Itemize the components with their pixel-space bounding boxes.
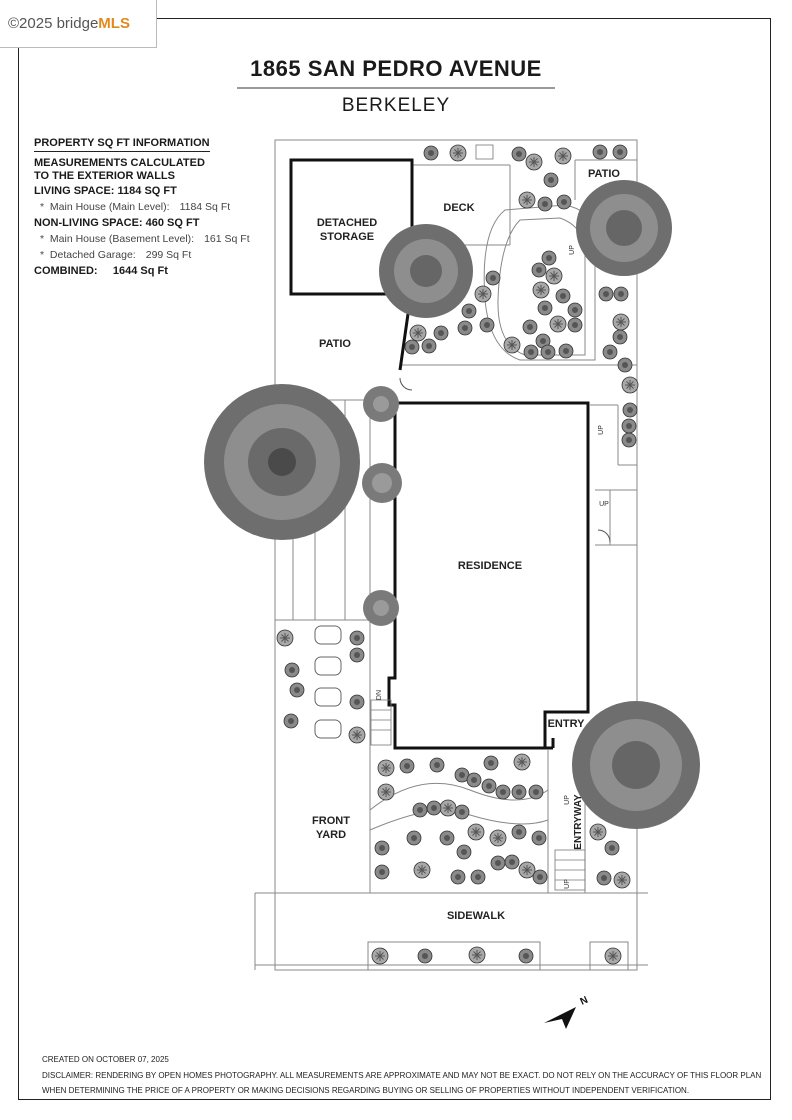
tree-storage: [379, 224, 473, 318]
combined-label: COMBINED:: [34, 265, 98, 277]
property-city: BERKELEY: [341, 95, 451, 116]
watermark-copyright: ©2025 bridge: [8, 15, 99, 32]
property-address-title: 1865 SAN PEDRO AVENUE: [250, 56, 542, 81]
footer: [42, 1052, 762, 1098]
non-living-space-total: NON-LIVING SPACE: 460 SQ FT: [34, 217, 200, 229]
north-label: N: [578, 994, 590, 1008]
non-living-item-label: Detached Garage:: [49, 249, 136, 261]
up-label: UP: [564, 795, 571, 805]
front-yard-label: FRONT: [312, 815, 350, 827]
non-living-item-value: 299 Sq Ft: [145, 249, 192, 261]
disclaimer-line1: DISCLAIMER: RENDERING BY OPEN HOMES PHOTOGRAPHY. ALL MEASUREMENTS ARE APPROXIMATE AND MAY NOT BE EXACT. DO NOT RELY ON THE ACCURACY OF THIS FLOOR PLAN: [42, 1071, 762, 1080]
measurement-note-line1: MEASUREMENTS CALCULATED: [34, 157, 205, 169]
measurement-note-line2: TO THE EXTERIOR WALLS: [34, 170, 175, 182]
non-living-item-value: 161 Sq Ft: [204, 233, 250, 245]
deck-label: DECK: [443, 202, 475, 214]
watermark-brand: MLS: [98, 15, 130, 32]
living-space-total: LIVING SPACE: 1184 SQ FT: [34, 185, 177, 197]
patio-left-label: PATIO: [319, 338, 351, 350]
up-label: UP: [564, 879, 571, 889]
tree-small-side: [362, 463, 402, 503]
detached-storage-label-line2: STORAGE: [319, 231, 375, 243]
front-yard-label-line2: YARD: [315, 829, 347, 841]
non-living-item: * Detached Garage: 299 Sq Ft: [40, 249, 192, 261]
stepping-stones: [315, 626, 341, 738]
sidewalk-label: SIDEWALK: [446, 910, 506, 922]
sqft-info-heading: PROPERTY SQ FT INFORMATION: [34, 137, 210, 152]
tree-small-lower: [363, 590, 399, 626]
residence-label: RESIDENCE: [457, 560, 523, 572]
dn-label: DN: [376, 689, 383, 701]
non-living-item-label: Main House (Basement Level):: [49, 233, 195, 245]
living-item-value: 1184 Sq Ft: [179, 201, 231, 213]
up-label: UP: [598, 425, 605, 435]
entry-label: ENTRY: [547, 718, 585, 730]
living-item-label: Main House (Main Level):: [49, 201, 170, 213]
tree-left: [204, 384, 360, 540]
up-label: UP: [569, 245, 576, 255]
created-date: CREATED ON OCTOBER 07, 2025: [42, 1055, 169, 1064]
residence-outline: [389, 403, 588, 748]
tree-top-right: [576, 180, 672, 276]
large-trees: [204, 180, 700, 829]
living-item: * Main House (Main Level): 1184 Sq Ft: [40, 201, 231, 213]
patio-top-label: PATIO: [588, 168, 620, 180]
tree-small-corner: [363, 386, 399, 422]
disclaimer-line2: WHEN DETERMINING THE PRICE OF A PROPERTY OR MAKING DECISIONS REGARDING BUYING OR SELLING OF PROPERTIES WITHOUT INDEPENDENT VERIFICATION.: [42, 1086, 690, 1095]
tree-entry: [572, 701, 700, 829]
entryway-label: ENTRYWAY: [573, 794, 584, 850]
up-label: UP: [599, 501, 609, 508]
combined-value: 1644 Sq Ft: [112, 265, 168, 277]
north-arrow-icon: [544, 995, 590, 1029]
non-living-item: * Main House (Basement Level): 161 Sq Ft: [40, 233, 250, 245]
detached-storage-label: DETACHED: [316, 217, 378, 229]
